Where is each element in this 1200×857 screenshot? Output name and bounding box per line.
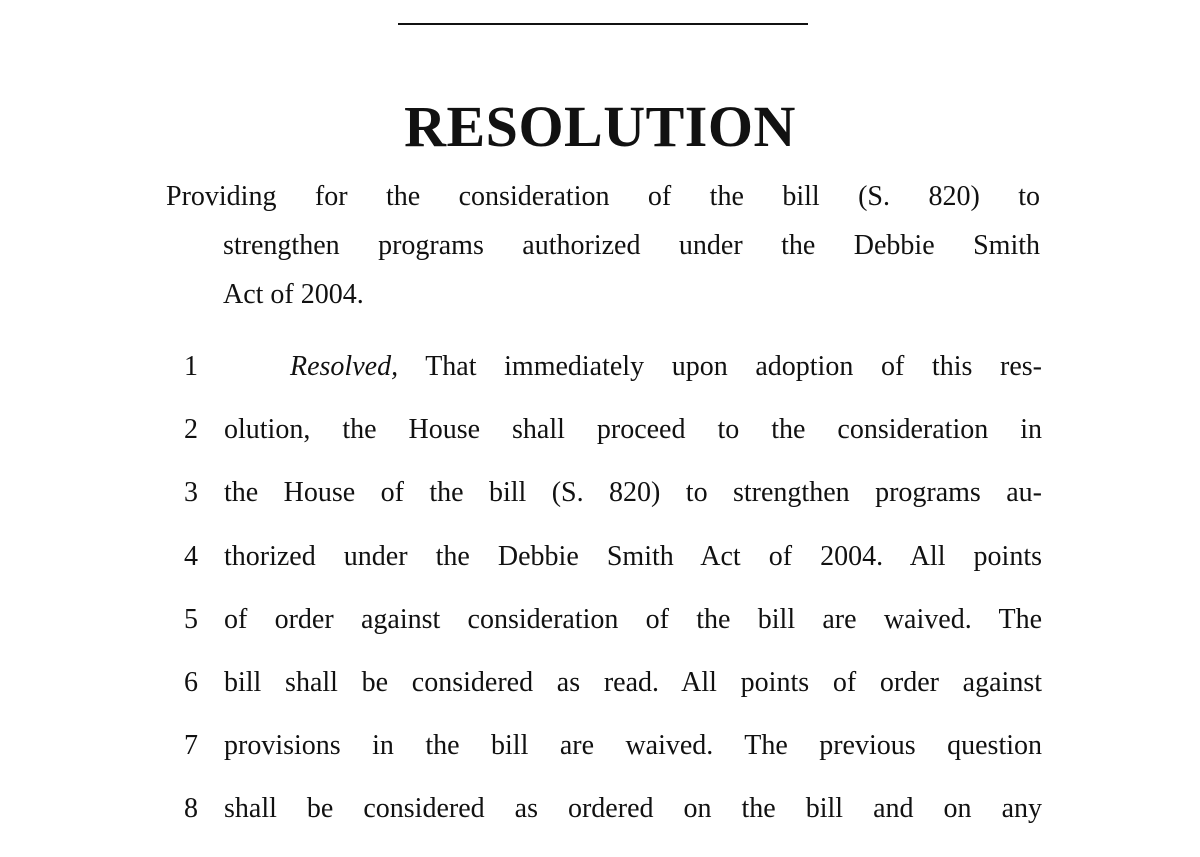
- document-title: RESOLUTION: [404, 94, 796, 159]
- numbered-line: [0, 784, 1200, 847]
- numbered-line: [0, 595, 1200, 658]
- numbered-line: [0, 721, 1200, 784]
- line-text: [290, 342, 1042, 392]
- line-text: shall be considered as ordered on the bill and on any: [224, 793, 1042, 825]
- line-text-content: That immediately upon adoption of this res-: [398, 351, 1042, 382]
- purpose-line: strengthen programs authorized under the Debbie Smith: [223, 230, 1040, 261]
- numbered-line: [0, 532, 1200, 595]
- numbered-line: [0, 342, 1200, 405]
- numbered-line: [0, 405, 1200, 468]
- line-number: 1: [184, 351, 198, 382]
- resolved-word: Resolved,: [290, 351, 399, 382]
- line-text: olution, the House shall proceed to the consideration in: [224, 414, 1042, 446]
- resolution-purpose: [166, 172, 1040, 319]
- line-number: 4: [184, 540, 198, 572]
- line-number: 3: [184, 477, 198, 509]
- line-number: 8: [184, 793, 198, 825]
- line-number: 6: [184, 666, 198, 698]
- top-divider-rule: [398, 23, 808, 25]
- line-text: the House of the bill (S. 820) to strengthen programs au-: [224, 477, 1042, 509]
- line-number: 5: [184, 603, 198, 635]
- numbered-line: [0, 468, 1200, 531]
- purpose-line: Act of 2004.: [223, 279, 364, 310]
- line-text: thorized under the Debbie Smith Act of 2004. All points: [224, 540, 1042, 572]
- numbered-line: [0, 658, 1200, 721]
- resolution-body: [0, 342, 1200, 848]
- line-text: of order against consideration of the bill are waived. The: [224, 603, 1042, 635]
- line-number: 7: [184, 730, 198, 762]
- line-text: provisions in the bill are waived. The previous question: [224, 730, 1042, 762]
- line-text: bill shall be considered as read. All points of order against: [224, 666, 1042, 698]
- purpose-line: Providing for the consideration of the bill (S. 820) to: [166, 181, 1040, 212]
- line-number: 2: [184, 414, 198, 446]
